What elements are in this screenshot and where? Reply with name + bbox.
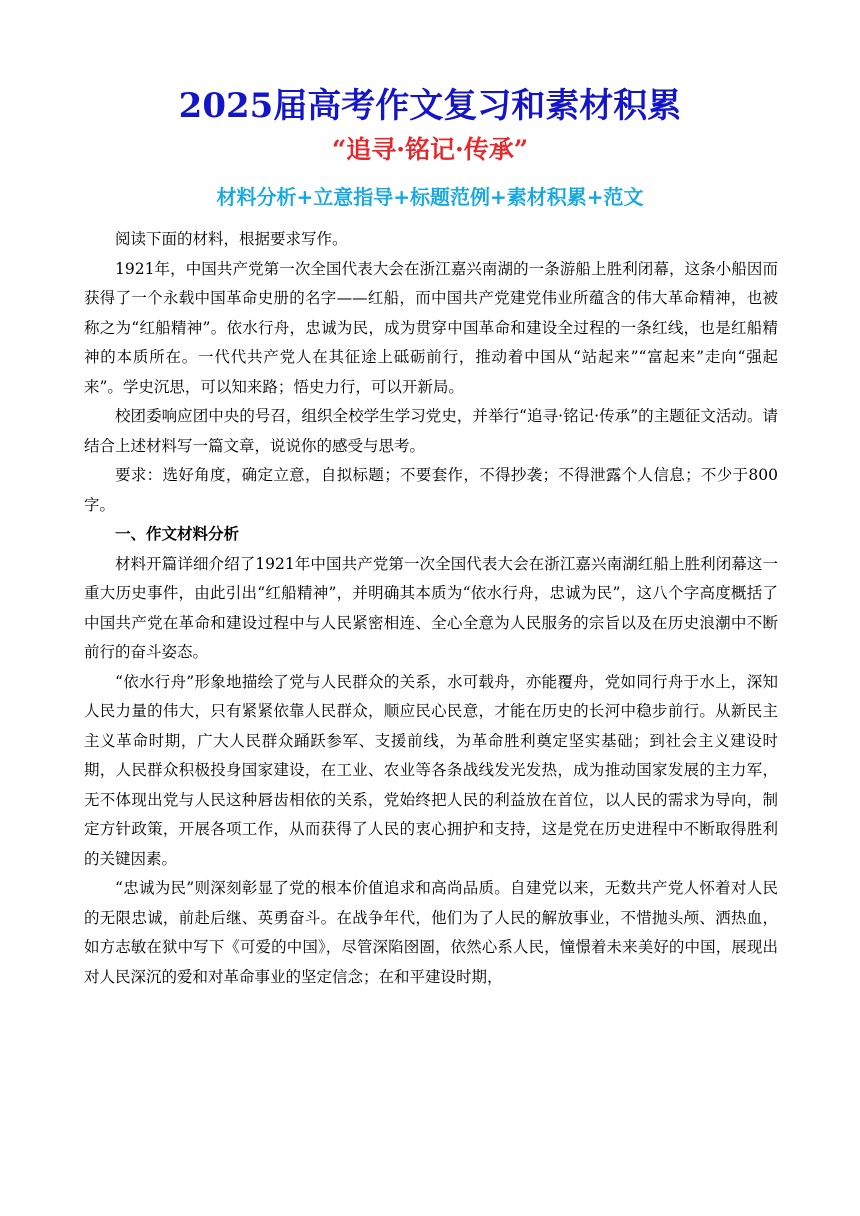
prompt-material: 1921年，中国共产党第一次全国代表大会在浙江嘉兴南湖的一条游船上胜利闭幕，这条小船因而获得了一个永载中国革命史册的名字——红船，而中国共产党建党伟业所蕴含的伟大革命精神，也被称之为“红船精神”。依水行舟，忠诚为民，成为贯穿中国革命和建设全过程的一条红线，也是红船精神的本质所在。一代代共产党人在其征途上砥砺前行，推动着中国从“站起来”“富起来”走向“强起来”。学史沉思，可以知来路；悟史力行，可以开新局。 <box>84 259 778 396</box>
prompt-task: 校团委响应团中央的号召，组织全校学生学习党史，并举行“追寻·铭记·传承”的主题征文活动。请结合上述材料写一篇文章，说说你的感受与思考。 <box>84 407 778 455</box>
analysis-paragraph: 材料开篇详细介绍了1921年中国共产党第一次全国代表大会在浙江嘉兴南湖红船上胜利闭幕这一重大历史事件，由此引出“红船精神”，并明确其本质为“依水行舟，忠诚为民”，这八个字高度概括了中国共产党在革命和建设过程中与人民紧密相连、全心全意为人民服务的宗旨以及在历史浪潮中不断前行的奋斗姿态。 <box>84 554 778 661</box>
analysis-paragraph: “忠诚为民”则深刻彰显了党的根本价值追求和高尚品质。自建党以来，无数共产党人怀着对人民的无限忠诚，前赴后继、英勇奋斗。在战争年代，他们为了人民的解放事业，不惜抛头颅、洒热血，如方志敏在狱中写下《可爱的中国》，尽管深陷囹圄，依然心系人民，憧憬着未来美好的中国，展现出对人民深沉的爱和对革命事业的坚定信念；在和平建设时期， <box>84 879 778 986</box>
document-outline-line: 材料分析+立意指导+标题范例+素材积累+范文 <box>216 185 644 209</box>
prompt-requirements: 要求：选好角度，确定立意，自拟标题；不要套作，不得抄袭；不得泄露个人信息；不少于800字。 <box>84 466 778 514</box>
prompt-intro: 阅读下面的材料，根据要求写作。 <box>115 230 348 248</box>
document-body <box>84 225 778 992</box>
document-title: 2025届高考作文复习和素材积累 <box>178 86 682 126</box>
document-subtitle: “追寻·铭记·传承” <box>331 135 529 164</box>
analysis-paragraph: “依水行舟”形象地描绘了党与人民群众的关系，水可载舟，亦能覆舟，党如同行舟于水上，深知人民力量的伟大，只有紧紧依靠人民群众，顺应民心民意，才能在历史的长河中稳步前行。从新民主主义革命时期，广大人民群众踊跃参军、支援前线，为革命胜利奠定坚实基础；到社会主义建设时期，人民群众积极投身国家建设，在工业、农业等各条战线发光发热，成为推动国家发展的主力军，无不体现出党与人民这种唇齿相依的关系，党始终把人民的利益放在首位，以人民的需求为导向，制定方针政策，开展各项工作，从而获得了人民的衷心拥护和支持，这是党在历史进程中不断取得胜利的关键因素。 <box>84 672 778 868</box>
section-heading: 一、作文材料分析 <box>115 525 240 543</box>
